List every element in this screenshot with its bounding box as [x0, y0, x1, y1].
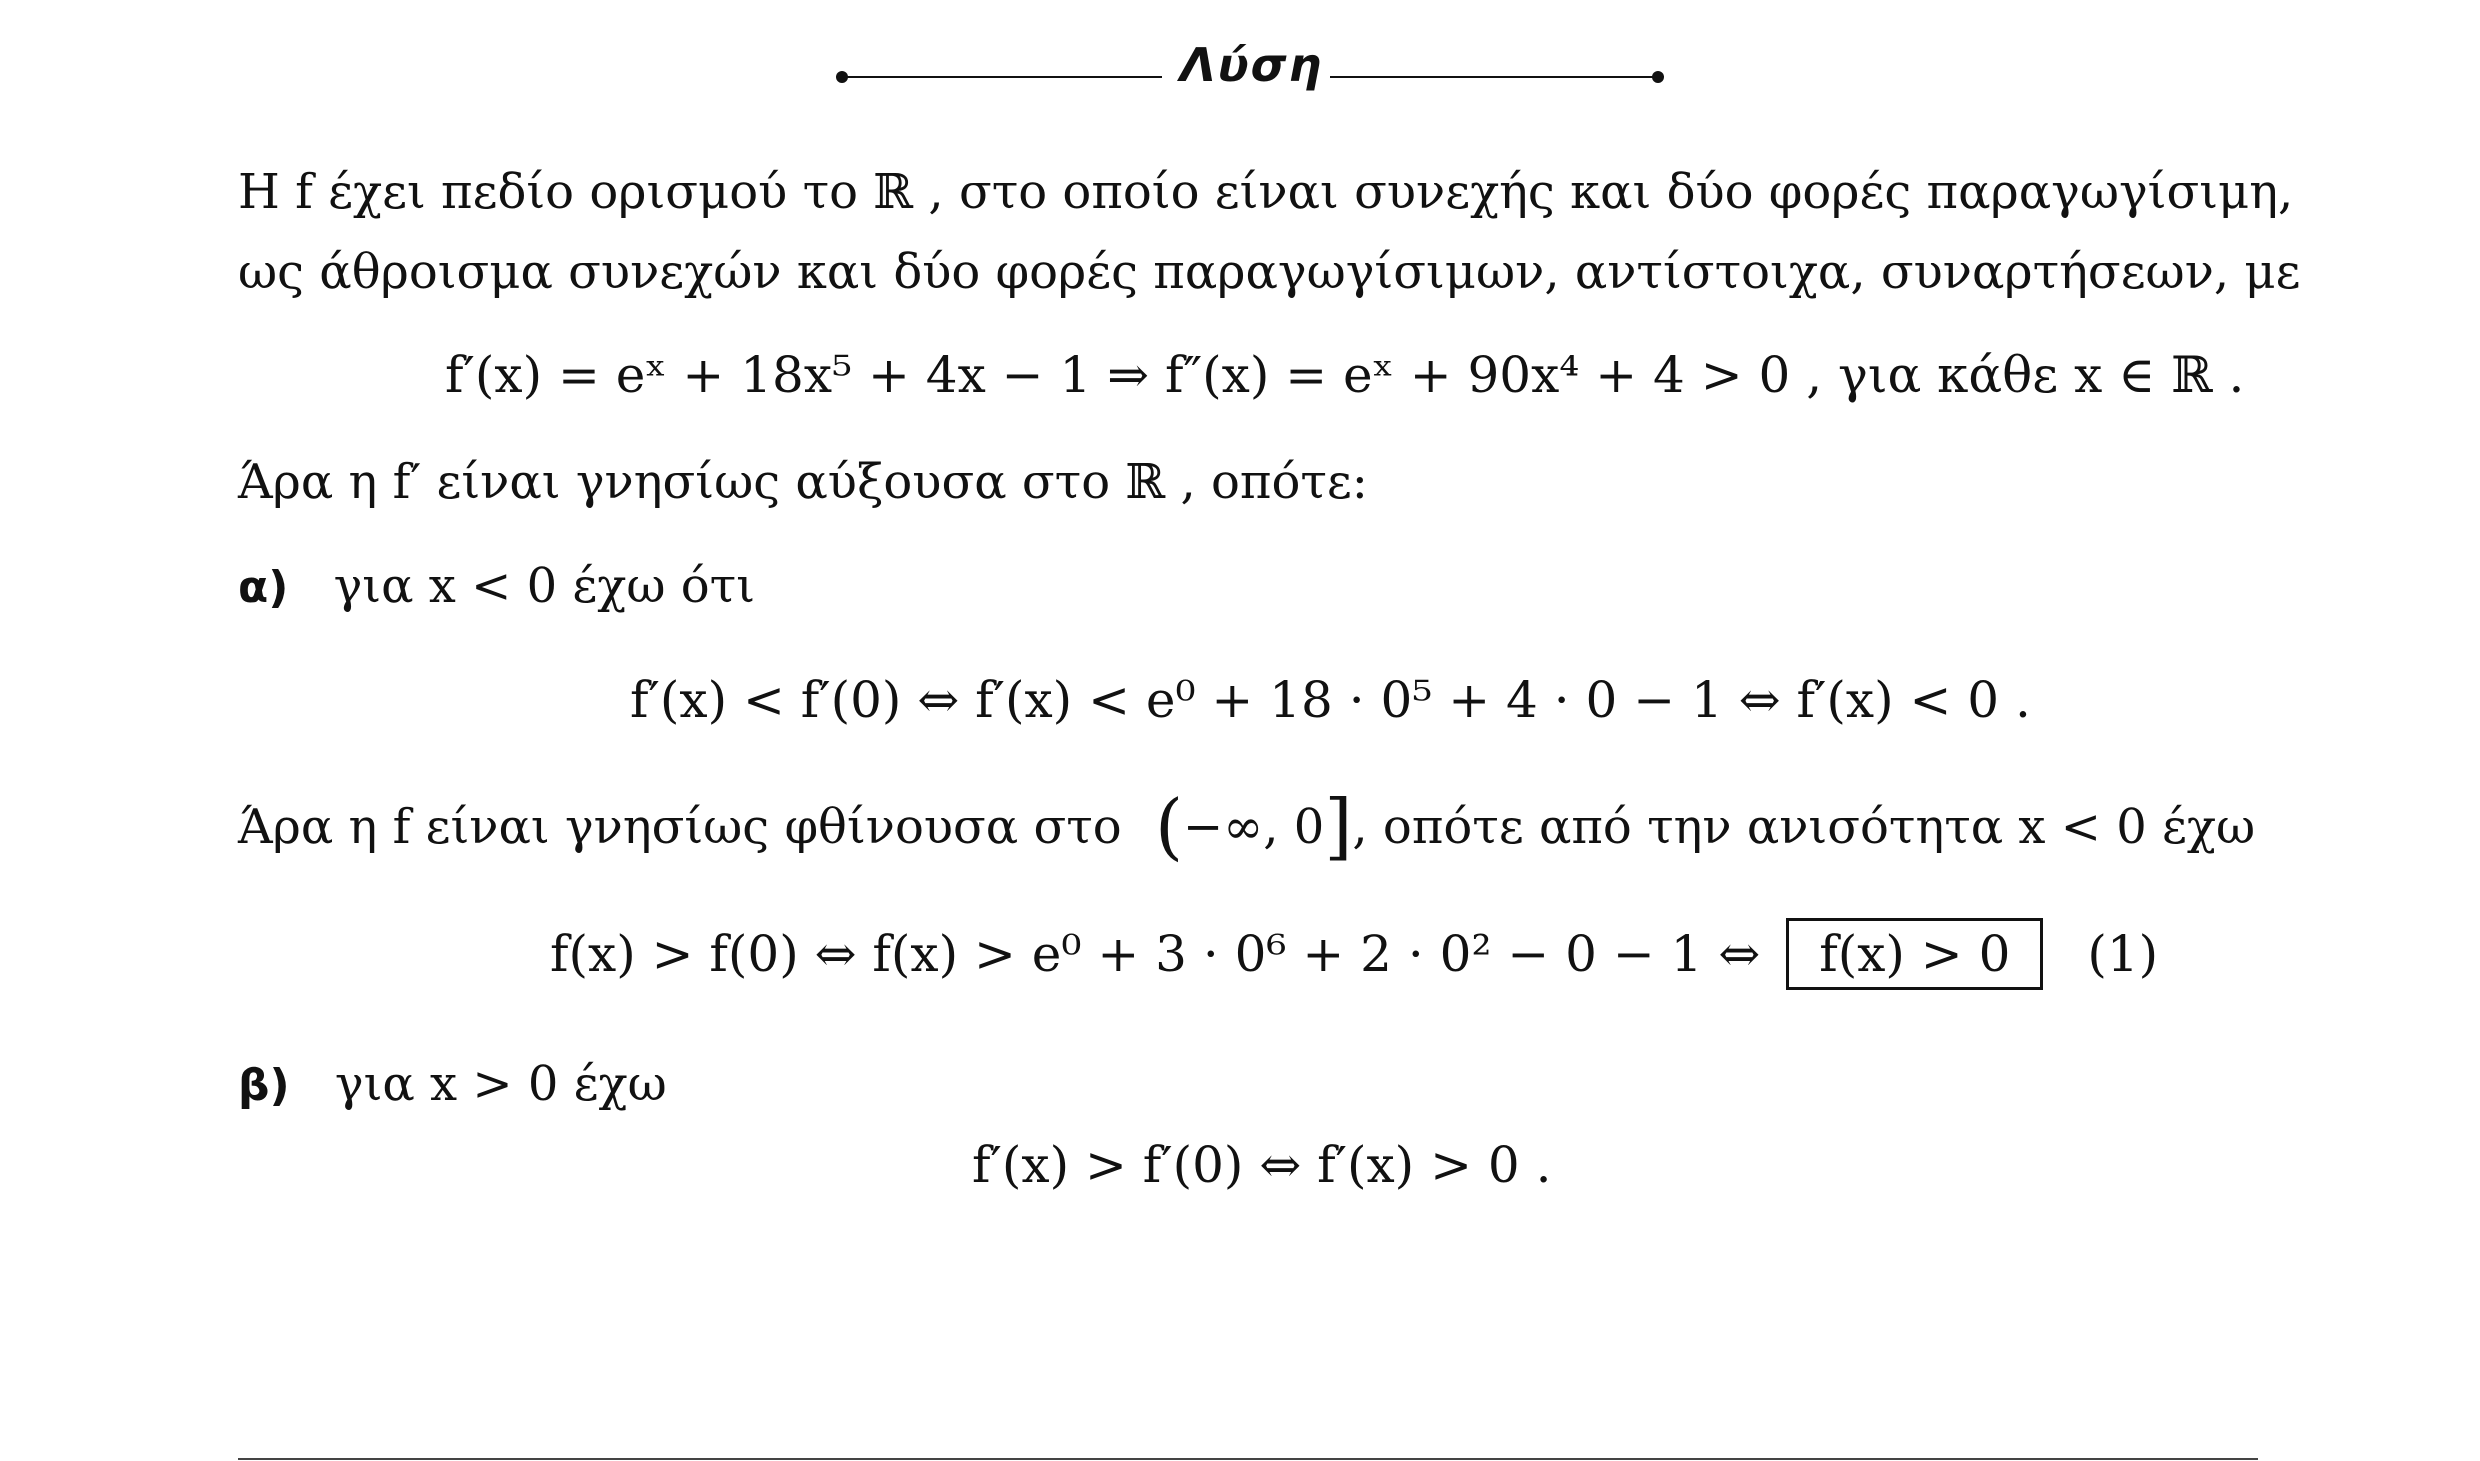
part-a-decreasing-line: [238, 784, 2256, 868]
intro-line-1: Η f έχει πεδίο ορισμού το ℝ , στο οποίο είναι συνεχής και δύο φορές παραγωγίσιμη,: [238, 164, 2294, 220]
right-rule: [1330, 76, 1658, 78]
section-header: [820, 38, 1680, 108]
monotonic-conclusion: Άρα η f′ είναι γνησίως αύξουσα στο ℝ , οπότε:: [238, 454, 1368, 510]
part-a-inequality-text: , οπότε από την ανισότητα x < 0 έχω: [1352, 799, 2256, 855]
part-a-heading: [238, 558, 756, 614]
part-a-result-equation: [550, 918, 2158, 990]
part-b-text: για x > 0 έχω: [334, 1056, 667, 1112]
intro-line-2: ως άθροισμα συνεχών και δύο φορές παραγωγίσιμων, αντίστοιχα, συναρτήσεων, με: [238, 244, 2301, 300]
part-a-decreasing-text: Άρα η f είναι γνησίως φθίνουσα στο: [238, 799, 1122, 855]
interval-open-paren: (: [1154, 784, 1184, 868]
part-a-result-main: f(x) > f(0) ⇔ f(x) > e⁰ + 3 · 0⁶ + 2 · 0² − 0 − 1 ⇔: [550, 925, 1761, 983]
part-b-label: β): [238, 1060, 290, 1111]
footer-rule: [238, 1458, 2258, 1460]
boxed-result: f(x) > 0: [1786, 918, 2043, 990]
part-a-text: για x < 0 έχω ότι: [333, 558, 756, 614]
part-a-label: α): [238, 562, 289, 613]
interval-close-bracket: ]: [1324, 784, 1353, 868]
derivative-equation: f′(x) = eˣ + 18x⁵ + 4x − 1 ⇒ f″(x) = eˣ + 90x⁴ + 4 > 0 , για κάθε x ∈ ℝ .: [445, 346, 2245, 404]
part-a-equation: f′(x) < f′(0) ⇔ f′(x) < e⁰ + 18 · 0⁵ + 4 · 0 − 1 ⇔ f′(x) < 0 .: [630, 671, 2031, 729]
part-b-equation: f′(x) > f′(0) ⇔ f′(x) > 0 .: [972, 1136, 1552, 1194]
right-dot-ornament: [1652, 71, 1664, 83]
section-title: Λύση: [1180, 38, 1324, 92]
equation-tag: (1): [2087, 925, 2159, 983]
interval-inner: −∞, 0: [1183, 799, 1325, 855]
left-rule: [842, 76, 1162, 78]
part-b-heading: [238, 1056, 667, 1112]
